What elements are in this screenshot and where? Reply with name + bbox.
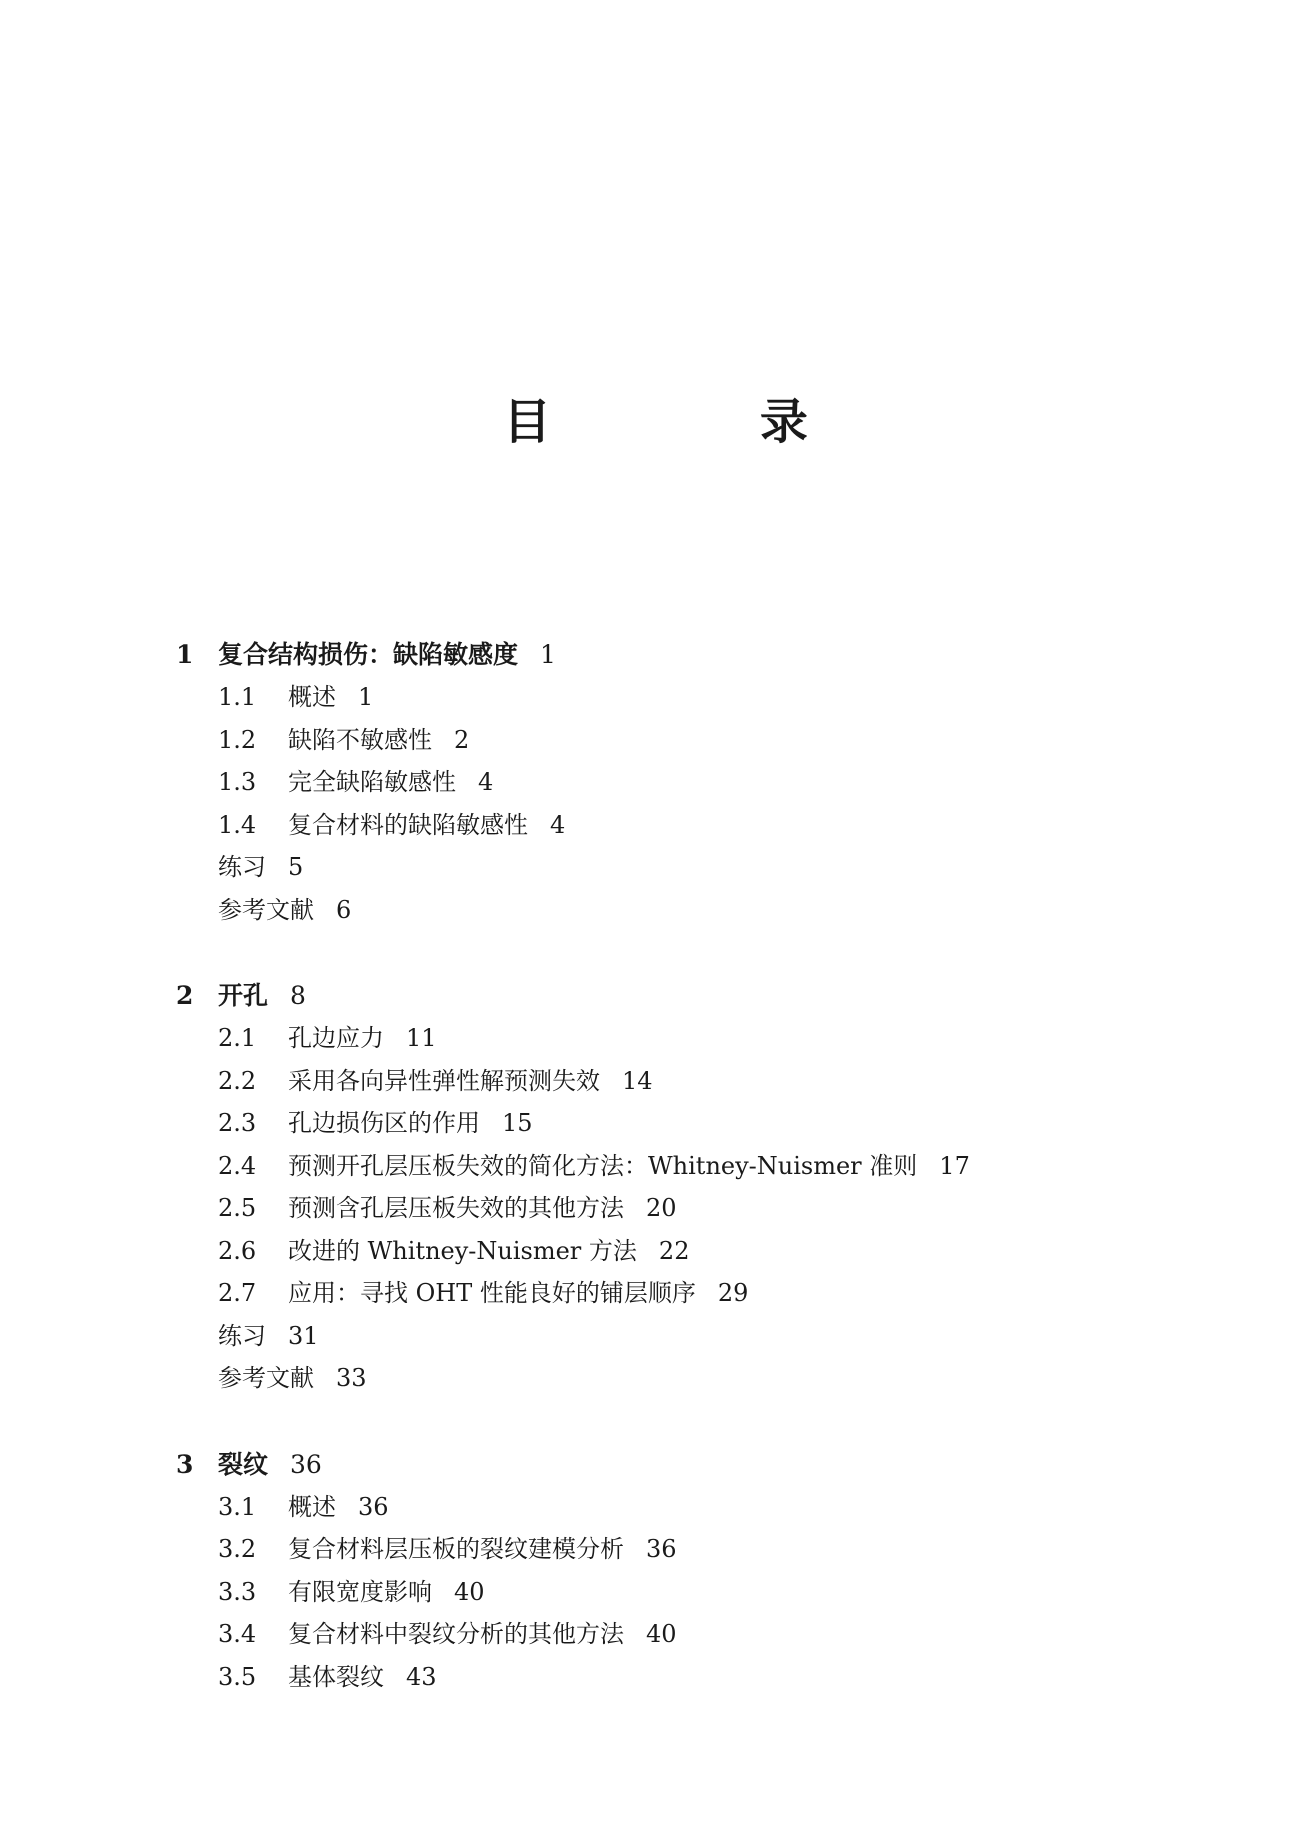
section-entry[interactable] bbox=[176, 1272, 1176, 1315]
section-number: 2.1 bbox=[218, 1024, 257, 1052]
section-entry[interactable] bbox=[176, 1486, 1176, 1529]
table-of-contents bbox=[176, 634, 1176, 1742]
page-number: 4 bbox=[478, 768, 494, 796]
page-number: 33 bbox=[336, 1364, 367, 1392]
section-entry[interactable] bbox=[176, 1613, 1176, 1656]
section-number: 2.5 bbox=[218, 1194, 257, 1222]
section-entry[interactable] bbox=[176, 676, 1176, 719]
chapter-title: 复合结构损伤：缺陷敏感度 bbox=[218, 640, 519, 669]
section-number: 3.2 bbox=[218, 1535, 257, 1563]
page-number: 36 bbox=[646, 1535, 677, 1563]
section-title: 复合材料层压板的裂纹建模分析 bbox=[288, 1535, 624, 1563]
section-title: 参考文献 bbox=[218, 1364, 314, 1392]
section-title: 有限宽度影响 bbox=[288, 1577, 432, 1606]
page-title: 目 录 bbox=[503, 394, 904, 450]
section-number: 2.6 bbox=[218, 1236, 257, 1265]
page-number: 36 bbox=[358, 1492, 389, 1521]
section-title: 采用各向异性弹性解预测失效 bbox=[288, 1066, 600, 1095]
chapter-1 bbox=[176, 634, 1176, 931]
page-number: 8 bbox=[290, 981, 306, 1010]
page-number: 40 bbox=[646, 1620, 677, 1648]
page-number: 1 bbox=[540, 640, 556, 669]
page-number: 6 bbox=[336, 895, 352, 924]
section-entry[interactable] bbox=[176, 719, 1176, 762]
section-entry[interactable] bbox=[176, 1187, 1176, 1230]
section-title: 预测含孔层压板失效的其他方法 bbox=[288, 1194, 624, 1222]
section-entry[interactable] bbox=[176, 1145, 1176, 1188]
page-number: 15 bbox=[502, 1109, 533, 1137]
section-title: 预测开孔层压板失效的简化方法：Whitney-Nuismer 准则 bbox=[288, 1151, 918, 1180]
references-entry[interactable] bbox=[176, 1357, 1176, 1400]
references-entry[interactable] bbox=[176, 889, 1176, 932]
chapter-number: 3 bbox=[176, 1449, 194, 1479]
section-entry[interactable] bbox=[176, 761, 1176, 804]
section-entry[interactable] bbox=[176, 1571, 1176, 1614]
section-title: 完全缺陷敏感性 bbox=[288, 768, 456, 796]
section-number: 3.5 bbox=[218, 1662, 257, 1691]
page-number: 43 bbox=[406, 1662, 437, 1691]
section-entry[interactable] bbox=[176, 1060, 1176, 1103]
page-number: 22 bbox=[658, 1236, 690, 1265]
section-number: 2.3 bbox=[218, 1109, 257, 1137]
page-number: 2 bbox=[454, 725, 470, 754]
section-title: 应用：寻找 OHT 性能良好的铺层顺序 bbox=[288, 1279, 696, 1307]
section-title: 缺陷不敏感性 bbox=[288, 725, 432, 754]
section-title: 练习 bbox=[218, 1321, 266, 1350]
chapter-heading[interactable] bbox=[176, 1444, 1176, 1486]
section-title: 改进的 Whitney-Nuismer 方法 bbox=[288, 1236, 637, 1265]
section-number: 3.3 bbox=[218, 1577, 257, 1606]
section-number: 1.4 bbox=[218, 810, 257, 839]
section-number: 2.2 bbox=[218, 1066, 257, 1095]
page-number: 1 bbox=[358, 683, 374, 711]
section-number: 3.4 bbox=[218, 1620, 257, 1648]
section-title: 概述 bbox=[288, 1492, 336, 1521]
page-number: 36 bbox=[290, 1449, 322, 1479]
page-number: 17 bbox=[939, 1151, 970, 1180]
chapter-title: 开孔 bbox=[218, 981, 269, 1010]
section-title: 孔边应力 bbox=[288, 1024, 384, 1052]
section-number: 1.2 bbox=[218, 725, 257, 754]
chapter-title: 裂纹 bbox=[218, 1449, 269, 1479]
chapter-2 bbox=[176, 975, 1176, 1400]
section-entry[interactable] bbox=[176, 1017, 1176, 1060]
section-title: 概述 bbox=[288, 683, 336, 711]
page-number: 14 bbox=[622, 1066, 653, 1095]
exercises-entry[interactable] bbox=[176, 1315, 1176, 1358]
chapter-number: 1 bbox=[176, 640, 194, 669]
section-title: 练习 bbox=[218, 853, 266, 881]
page-number: 11 bbox=[406, 1024, 437, 1052]
section-entry[interactable] bbox=[176, 1656, 1176, 1699]
section-number: 1.1 bbox=[218, 683, 257, 711]
section-number: 2.7 bbox=[218, 1279, 257, 1307]
chapter-heading[interactable] bbox=[176, 634, 1176, 676]
page-number: 4 bbox=[550, 810, 566, 839]
page-number: 29 bbox=[717, 1279, 749, 1307]
section-number: 1.3 bbox=[218, 768, 257, 796]
section-entry[interactable] bbox=[176, 1230, 1176, 1273]
section-title: 基体裂纹 bbox=[288, 1662, 384, 1691]
section-title: 复合材料的缺陷敏感性 bbox=[288, 810, 528, 839]
chapter-heading[interactable] bbox=[176, 975, 1176, 1017]
page-number: 40 bbox=[454, 1577, 485, 1606]
section-title: 复合材料中裂纹分析的其他方法 bbox=[288, 1620, 624, 1648]
section-entry[interactable] bbox=[176, 804, 1176, 847]
chapter-number: 2 bbox=[176, 981, 194, 1010]
section-entry[interactable] bbox=[176, 1102, 1176, 1145]
exercises-entry[interactable] bbox=[176, 846, 1176, 889]
section-title: 孔边损伤区的作用 bbox=[288, 1109, 480, 1137]
section-entry[interactable] bbox=[176, 1528, 1176, 1571]
page-number: 20 bbox=[646, 1194, 677, 1222]
section-number: 3.1 bbox=[218, 1492, 257, 1521]
page-number: 5 bbox=[288, 853, 304, 881]
section-number: 2.4 bbox=[218, 1151, 257, 1180]
chapter-3 bbox=[176, 1444, 1176, 1699]
section-title: 参考文献 bbox=[218, 895, 314, 924]
page-number: 31 bbox=[288, 1321, 319, 1350]
